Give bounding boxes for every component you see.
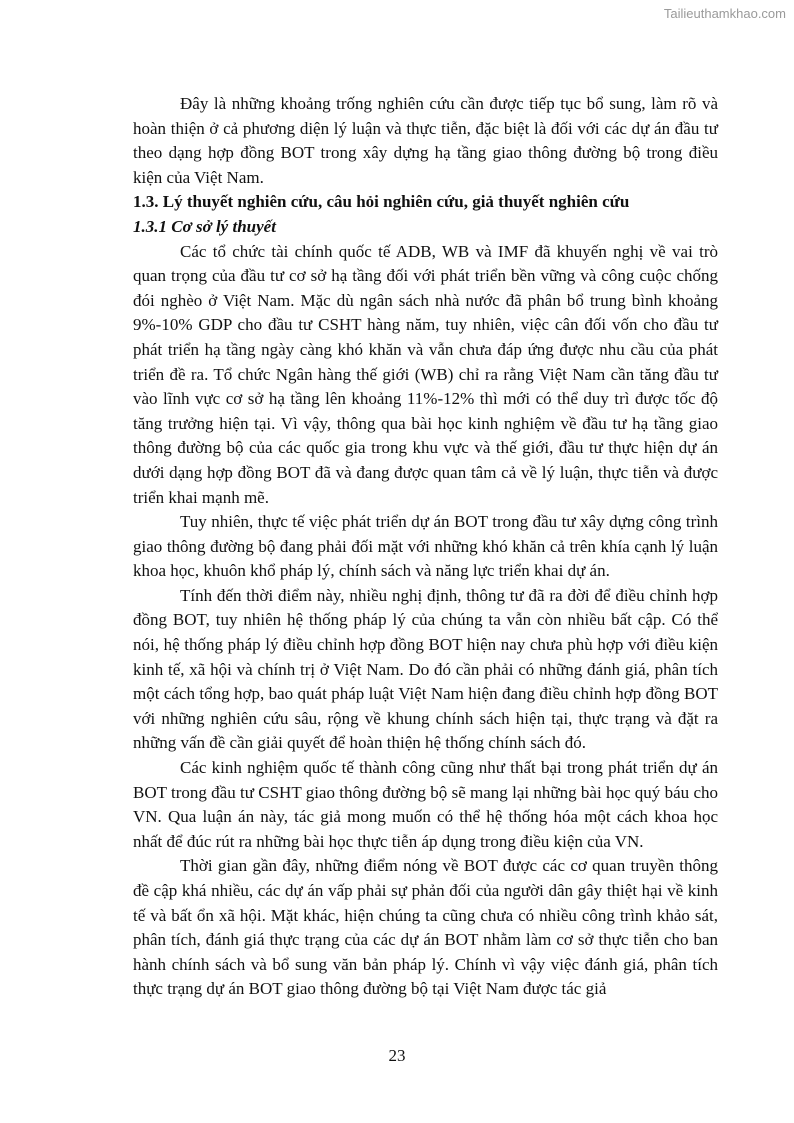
paragraph-legal-system: Tính đến thời điểm này, nhiều nghị định, thông tư đã ra đời để điều chỉnh hợp đồng BOT, tuy nhiên hệ thống pháp lý của chúng ta vẫn còn nhiều bất cập. Có thể nói, hệ thống pháp lý điều chỉnh hợp đồng BOT hiện nay chưa phù hợp với điều kiện kinh tế, xã hội và chính trị ở Việt Nam. Do đó cần phải có những đánh giá, phân tích một cách tổng hợp, bao quát pháp luật Việt Nam hiện đang điều chỉnh hợp đồng BOT với những nghiên cứu sâu, rộng về khung chính sách hiện tại, thực trạng và đặt ra những vấn đề cần giải quyết để hoàn thiện hệ thống chính sách đó. <box>133 585 718 753</box>
paragraph-international-experience: Các kinh nghiệm quốc tế thành công cũng như thất bại trong phát triển dự án BOT trong đầu tư CSHT giao thông đường bộ sẽ mang lại những bài học quý báu cho VN. Qua luận án này, tác giả mong muốn có thể hệ thống hóa một cách khoa học nhất để đúc rút ra những bài học thực tiễn áp dụng trong điều kiện của VN. <box>133 758 718 851</box>
subsection-heading: 1.3.1 Cơ sở lý thuyết <box>133 216 276 236</box>
paragraph-international-orgs: Các tổ chức tài chính quốc tế ADB, WB và IMF đã khuyến nghị về vai trò quan trọng của đầu tư cơ sở hạ tầng đối với phát triển bền vững và công cuộc chống đói nghèo ở Việt Nam. Mặc dù ngân sách nhà nước đã phân bổ trung bình khoảng 9%-10% GDP cho đầu tư CSHT hàng năm, tuy nhiên, việc cân đối vốn cho đầu tư phát triển hạ tầng ngày càng khó khăn và vẫn chưa đáp ứng được nhu cầu của phát triển đề ra. Tổ chức Ngân hàng thế giới (WB) chỉ ra rằng Việt Nam cần tăng đầu tư vào lĩnh vực cơ sở hạ tầng lên khoảng 11%-12% thì mới có thể duy trì được tốc độ tăng trưởng hiện tại. Vì vậy, thông qua bài học kinh nghiệm về đầu tư hạ tầng giao thông đường bộ của các quốc gia trong khu vực và thế giới, đầu tư thực hiện dự án dưới dạng hợp đồng BOT đã và đang được quan tâm cả về lý luận, thực tiễn và được triển khai mạnh mẽ. <box>133 241 718 507</box>
paragraph-intro: Đây là những khoảng trống nghiên cứu cần được tiếp tục bổ sung, làm rõ và hoàn thiện ở cả phương diện lý luận và thực tiễn, đặc biệt là đối với các dự án đầu tư theo dạng hợp đồng BOT trong xây dựng hạ tầng giao thông đường bộ trong điều kiện của Việt Nam. <box>133 94 718 187</box>
watermark: Tailieuthamkhao.com <box>663 6 786 21</box>
paragraph-difficulties: Tuy nhiên, thực tế việc phát triển dự án BOT trong đầu tư xây dựng công trình giao thông đường bộ đang phải đối mặt với những khó khăn cả trên khía cạnh lý luận khoa học, khuôn khổ pháp lý, chính sách và năng lực triển khai dự án. <box>133 512 718 581</box>
document-body <box>133 92 718 1002</box>
section-heading: 1.3. Lý thuyết nghiên cứu, câu hỏi nghiên cứu, giả thuyết nghiên cứu <box>133 192 630 212</box>
page-number: 23 <box>388 1046 406 1065</box>
paragraph-recent-hotspots: Thời gian gần đây, những điểm nóng về BOT được các cơ quan truyền thông đề cập khá nhiều, các dự án vấp phải sự phản đối của người dân gây thiệt hại về kinh tế và bất ổn xã hội. Mặt khác, hiện chúng ta cũng chưa có nhiều công trình khảo sát, phân tích, đánh giá thực trạng của các dự án BOT nhằm làm cơ sở thực tiễn cho ban hành chính sách và bổ sung văn bản pháp lý. Chính vì vậy việc đánh giá, phân tích thực trạng dự án BOT giao thông đường bộ tại Việt Nam được tác giả <box>133 856 718 999</box>
